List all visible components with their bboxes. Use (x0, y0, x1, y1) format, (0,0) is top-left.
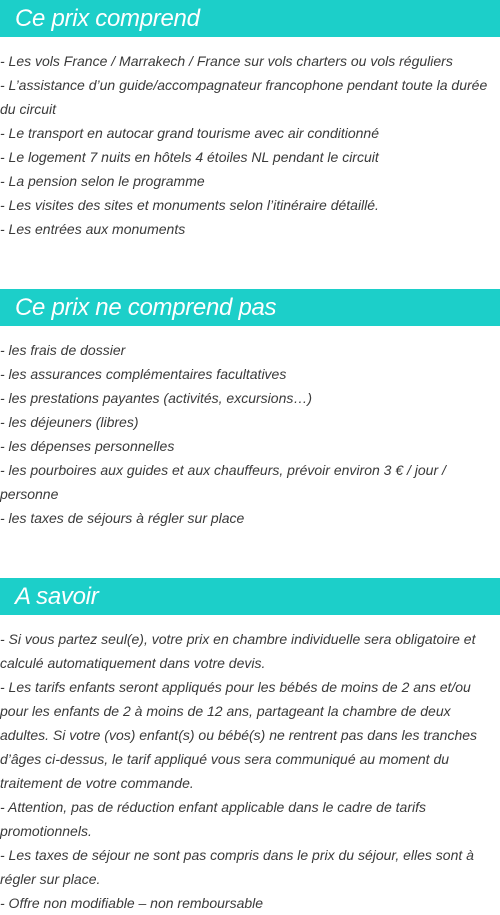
section-header (0, 289, 500, 326)
list-item: - Si vous partez seul(e), votre prix en chambre individuelle sera obligatoire et calculé automatiquement dans votre devis. (0, 631, 476, 671)
list-item: - les dépenses personnelles (0, 438, 175, 454)
list-item: - Attention, pas de réduction enfant applicable dans le cadre de tarifs promotionnels. (0, 799, 426, 839)
included-list (0, 49, 500, 241)
list-item: - les taxes de séjours à régler sur place (0, 510, 245, 526)
list-item: - les prestations payantes (activités, excursions…) (0, 390, 313, 406)
section-price-excludes (0, 289, 500, 530)
section-price-includes (0, 0, 500, 241)
list-item: - Offre non modifiable – non remboursable (0, 895, 264, 911)
info-list (0, 627, 500, 915)
list-item: - les assurances complémentaires facultatives (0, 366, 287, 382)
section-good-to-know (0, 578, 500, 915)
section-header (0, 0, 500, 37)
list-item: - Les taxes de séjour ne sont pas compris dans le prix du séjour, elles sont à régler sur place. (0, 847, 474, 887)
list-item: - Le logement 7 nuits en hôtels 4 étoiles NL pendant le circuit (0, 149, 379, 165)
section-title: Ce prix comprend (15, 4, 200, 32)
section-title: Ce prix ne comprend pas (15, 293, 277, 321)
list-item: - Les vols France / Marrakech / France sur vols charters ou vols réguliers (0, 53, 453, 69)
list-item: - les pourboires aux guides et aux chauffeurs, prévoir environ 3 € / jour / personne (0, 462, 446, 502)
list-item: - Le transport en autocar grand tourisme avec air conditionné (0, 125, 379, 141)
list-item: - Les tarifs enfants seront appliqués pour les bébés de moins de 2 ans et/ou pour les enfants de 2 à moins de 12 ans, partageant la chambre de deux adultes. Si votre (vos) enfant(s) ou bébé(s) ne rentrent pas dans les tranches d’âges ci-dessus, le tarif appliqué vous sera communiqué au moment du traitement de votre commande. (0, 679, 478, 791)
list-item: - Les visites des sites et monuments selon l’itinéraire détaillé. (0, 197, 379, 213)
list-item: - Les entrées aux monuments (0, 221, 186, 237)
list-item: - La pension selon le programme (0, 173, 205, 189)
list-item: - les déjeuners (libres) (0, 414, 139, 430)
section-title: A savoir (15, 582, 99, 610)
list-item: - les frais de dossier (0, 342, 126, 358)
list-item: - L’assistance d’un guide/accompagnateur francophone pendant toute la durée du circuit (0, 77, 488, 117)
section-header (0, 578, 500, 615)
excluded-list (0, 338, 500, 530)
